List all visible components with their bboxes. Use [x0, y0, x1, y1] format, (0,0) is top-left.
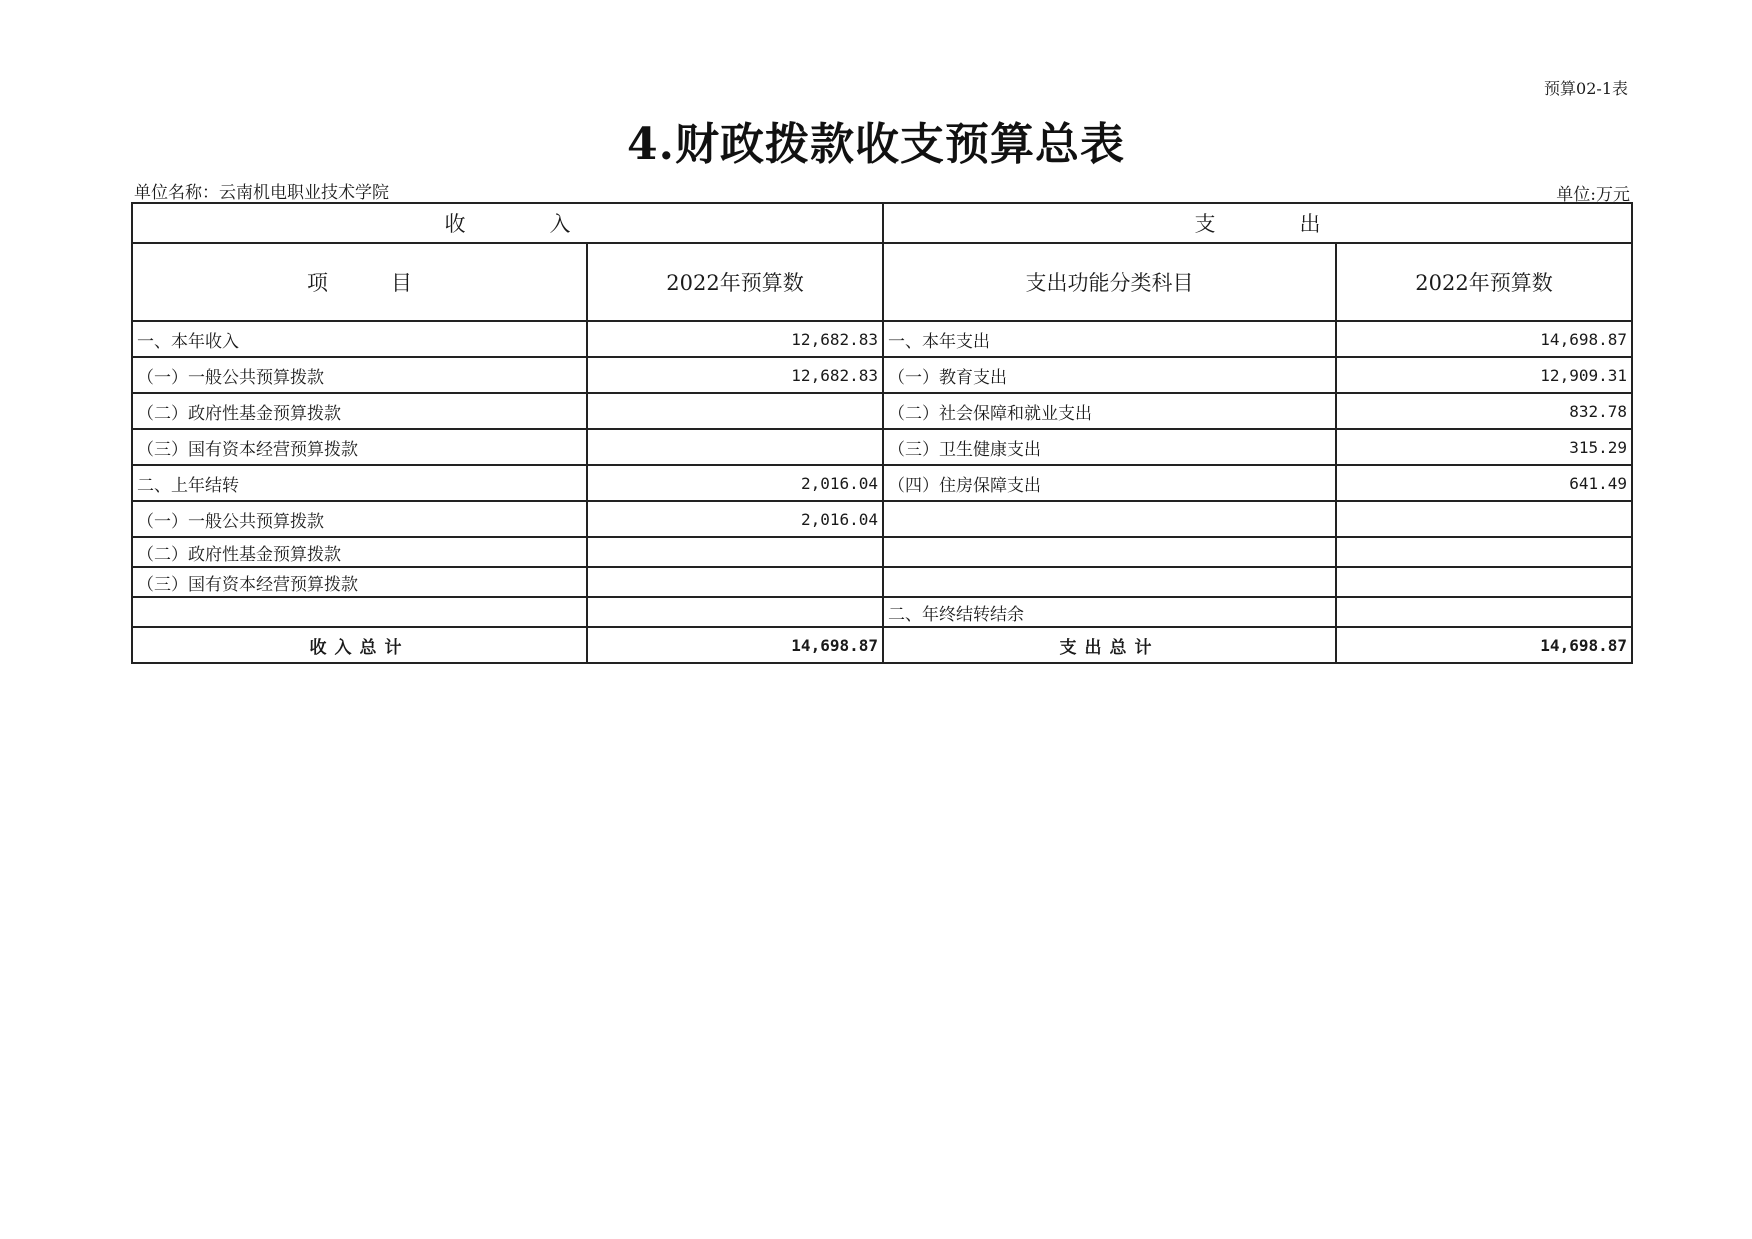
table-row	[132, 393, 1632, 429]
income-value	[587, 597, 883, 627]
expense-label: （三）卫生健康支出	[883, 429, 1336, 465]
expense-label: （二）社会保障和就业支出	[883, 393, 1336, 429]
section-header-row	[132, 203, 1632, 243]
expense-value: 832.78	[1336, 393, 1632, 429]
expense-amount-header: 2022年预算数	[1336, 243, 1632, 321]
table-row	[132, 357, 1632, 393]
income-label	[132, 597, 587, 627]
expense-item-header: 支出功能分类科目	[883, 243, 1336, 321]
expense-label: （一）教育支出	[883, 357, 1336, 393]
income-label: 二、上年结转	[132, 465, 587, 501]
expense-value: 14,698.87	[1336, 321, 1632, 357]
income-value: 2,016.04	[587, 465, 883, 501]
expense-total-label: 支出总计	[883, 627, 1336, 663]
table-row	[132, 597, 1632, 627]
income-value: 12,682.83	[587, 357, 883, 393]
income-value	[587, 429, 883, 465]
currency-unit-label: 单位:万元	[1556, 185, 1630, 205]
table-row	[132, 567, 1632, 597]
income-label: （一）一般公共预算拨款	[132, 357, 587, 393]
expense-label: 一、本年支出	[883, 321, 1336, 357]
expense-value	[1336, 597, 1632, 627]
table-row	[132, 537, 1632, 567]
expense-value: 641.49	[1336, 465, 1632, 501]
expense-value	[1336, 501, 1632, 537]
income-value: 12,682.83	[587, 321, 883, 357]
income-label: （一）一般公共预算拨款	[132, 501, 587, 537]
income-total-label: 收入总计	[132, 627, 587, 663]
table-row	[132, 501, 1632, 537]
income-label: （三）国有资本经营预算拨款	[132, 429, 587, 465]
expense-value: 315.29	[1336, 429, 1632, 465]
table-row	[132, 465, 1632, 501]
document-title: 4.财政拨款收支预算总表	[627, 119, 1125, 170]
table-row	[132, 321, 1632, 357]
income-section-header: 收 入	[132, 203, 883, 243]
column-header-row	[132, 243, 1632, 321]
income-total-value: 14,698.87	[587, 627, 883, 663]
income-label: （三）国有资本经营预算拨款	[132, 567, 587, 597]
budget-summary-table	[131, 202, 1633, 664]
income-label: （二）政府性基金预算拨款	[132, 537, 587, 567]
income-value	[587, 393, 883, 429]
expense-label	[883, 537, 1336, 567]
expense-label: （四）住房保障支出	[883, 465, 1336, 501]
expense-value: 12,909.31	[1336, 357, 1632, 393]
table-row	[132, 429, 1632, 465]
expense-section-header: 支 出	[883, 203, 1632, 243]
expense-label: 二、年终结转结余	[883, 597, 1336, 627]
expense-label	[883, 567, 1336, 597]
total-row	[132, 627, 1632, 663]
income-value: 2,016.04	[587, 501, 883, 537]
unit-name: 单位名称：云南机电职业技术学院	[134, 183, 389, 203]
income-label: 一、本年收入	[132, 321, 587, 357]
expense-label	[883, 501, 1336, 537]
income-label: （二）政府性基金预算拨款	[132, 393, 587, 429]
income-item-header: 项 目	[132, 243, 587, 321]
income-value	[587, 537, 883, 567]
expense-total-value: 14,698.87	[1336, 627, 1632, 663]
expense-value	[1336, 537, 1632, 567]
income-value	[587, 567, 883, 597]
expense-value	[1336, 567, 1632, 597]
income-amount-header: 2022年预算数	[587, 243, 883, 321]
form-code: 预算02-1表	[1544, 79, 1628, 98]
